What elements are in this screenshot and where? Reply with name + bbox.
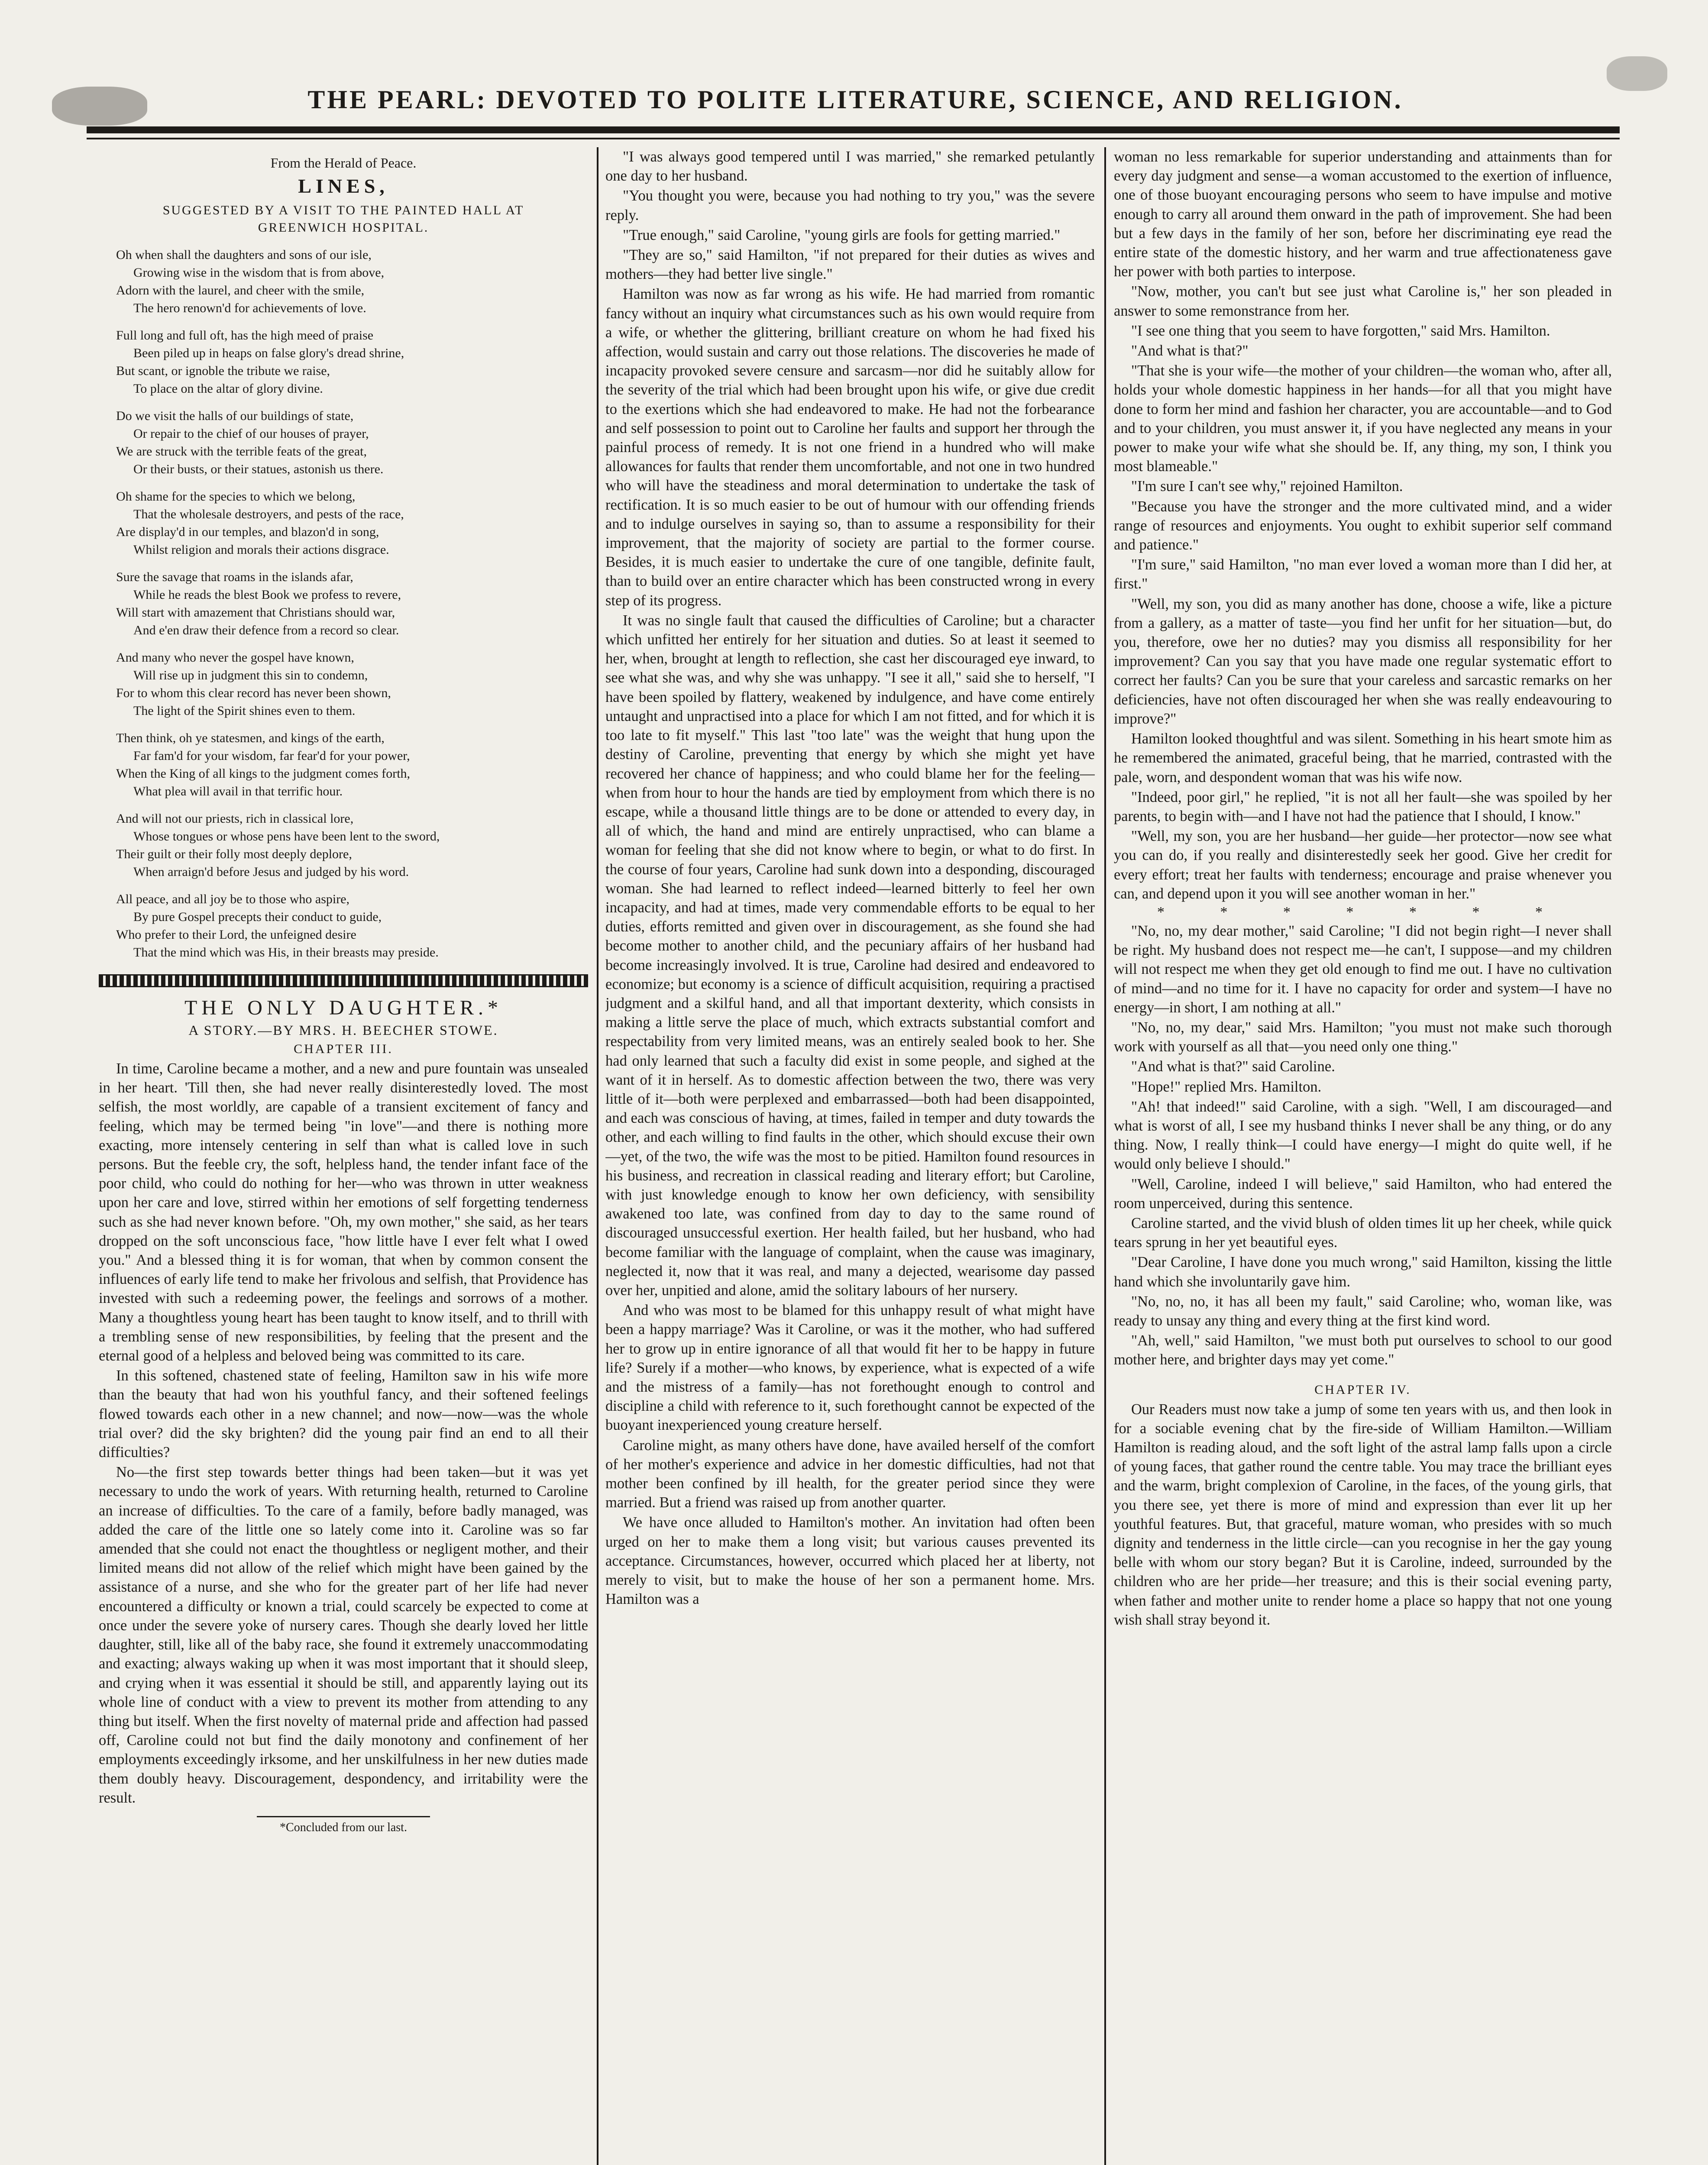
poem-line: And many who never the gospel have known,: [116, 650, 354, 665]
poem-stanza: [116, 568, 588, 639]
column-divider: [1104, 147, 1106, 2165]
ornamental-rule: [99, 974, 588, 987]
paragraph: Caroline might, as many others have done, have availed herself of the comfort of her mother's experience and advice in her domestic difficulties, had not that mother been confined by ill health, for the greater period since they were married. But a friend was raised up from another quarter.: [605, 1437, 1095, 1511]
footnote: *Concluded from our last.: [280, 1820, 407, 1834]
paragraph: "I see one thing that you seem to have forgotten," said Mrs. Hamilton.: [1131, 322, 1550, 339]
poem-line: Growing wise in the wisdom that is from above,: [133, 265, 385, 280]
poem-line: Do we visit the halls of our buildings of state,: [116, 409, 354, 423]
paragraph: "I'm sure I can't see why," rejoined Hamilton.: [1131, 478, 1403, 495]
paragraph: It was no single fault that caused the difficulties of Caroline; but a character which unfitted her entirely for her situation and duties. So at least it seemed to her, when, brought at length to reflection, she cast her discouraged eye inward, to see what she was, and why she was unhappy. "I see it all," said she to herself, "I have been spoiled by flattery, weakened by indulgence, and have come entirely untaught and unpractised into a place for which I am not fitted, and for which it is too late to fit myself." This last "too late" was the weight that hung upon the destiny of Caroline, preventing that energy by which she might yet have recovered her chance of happiness; and who could blame her for the feeling—when from hour to hour the hands are tied by employment from which there is no escape, while a thousand little things are to be done or attended to every day, in all of which, the hand and mind are entirely unpractised, who can blame a woman for feeling that she did not know where to begin, or what to do first. In the course of four years, Caroline had sunk down into a desponding, discouraged woman. She had learned to reflect indeed—learned bitterly to feel her own incapacity, and had at times, made very commendable efforts to be equal to her duties, efforts remitted and given over in discouragement, as she found she had become mother to another child, and the pecuniary affairs of her husband had become increasingly involved. It is true, Caroline had desired and endeavored to economize; but economy is a science of difficult acquisition, requiring a practised judgment and a skilful hand, and all that important dexterity, which consists in making a little serve the place of much, which extracts substantial comfort and respectability from very limited means, was an entirely sealed book to her. She had only learned that such a faculty did exist in some people, and sighed at the want of it in herself. As to domestic affection between the two, there was very little of it—both were perplexed and embarrassed—both had been disappointed, and each was conscious of having, at times, failed in temper and duty towards the other, and each willing to find faults in the other, which should excuse their own—yet, of the two, the wife was the most to be pitied. Hamilton found resources in his business, and recreation in classical reading and literary effort; but Caroline, with just knowledge enough to know her own deficiency, with sensibility awakened too late, was confined from day to day to the same round of discouraged unsuccessful exertion. Her health failed, but her husband, who had become familiar with the language of complaint, when the cause was imaginary, neglected it, now that it was real, and many a dejected, wearisome day passed over her, unpitied and alone, amid the solitary labours of her nursery.: [605, 612, 1095, 1299]
column-3: [1114, 147, 1612, 2165]
poem-line: Far fam'd for your wisdom, far fear'd for your power,: [133, 749, 410, 763]
paragraph: "Well, Caroline, indeed I will believe," said Hamilton, who had entered the room unperceived, during this sentence.: [1114, 1176, 1612, 1212]
poem-line: Will start with amazement that Christians should war,: [116, 605, 395, 620]
poem-line: Whilst religion and morals their actions disgrace.: [133, 543, 389, 557]
poem-stanza: [116, 407, 588, 478]
story-title: THE ONLY DAUGHTER.*: [184, 996, 502, 1019]
poem-line: When arraign'd before Jesus and judged by his word.: [133, 865, 409, 879]
paragraph: "Well, my son, you are her husband—her guide—her protector—now see what you can do, if you really and disinterestedly seek her good. Give her credit for every effort; treat her faults with tenderness; encourage and praise whenever you can, and depend upon it you will see another woman in her.": [1114, 828, 1612, 902]
paragraph: Hamilton was now as far wrong as his wife. He had married from romantic fancy without an inquiry what circumstances such as his own would require from a wife, or whether the glittering, brilliant creature on whom he had fixed his affection, would sustain and carry out those relations. The discoveries he made of incapacity provoked severe censure and sarcasm—nor did he suitably allow for the severity of the trial which had been brought upon his wife, or give due credit to the exertions which she had endeavored to make. He had not the forbearance and self possession to point out to Caroline her faults and support her through the painful process of remedy. It is not one friend in a hundred who will make allowances for faults that render them uncomfortable, and not one in two hundred who will have the steadiness and moral determination to undertake the task of rectification. It is so much easier to be out of humour with our offending friends and to indulge ourselves in saying so, than to assume a responsibility for their improvement, that the majority of society are partial to the former course. Besides, it is much easier to undertake the cure of one tangible, definite fault, than to build over an entire character which has been constructed wrong in every step of its progress.: [605, 286, 1095, 609]
poem-line: Will rise up in judgment this sin to condemn,: [133, 668, 368, 682]
story-text: [1114, 147, 1612, 903]
paragraph: "True enough," said Caroline, "young girls are fools for getting married.": [623, 226, 1061, 243]
story-text: [1114, 1400, 1612, 1629]
poem-line: Their guilt or their folly most deeply deplore,: [116, 847, 352, 861]
paragraph: And who was most to be blamed for this unhappy result of what might have been a happy marriage? Was it Caroline, or was it the mother, who had suffered her to grow up in entire ignorance of all that would fit her to be happy in future life? Surely if a mother—who knows, by experience, what is expected of a wife and the mistress of a family—has not forethought enough to control and discipline a child with reference to it, such forethought cannot be expected of the buoyant inexperienced young creature herself.: [605, 1302, 1095, 1434]
masthead-rule-thin: [87, 138, 1620, 139]
poem-line: And e'en draw their defence from a record so clear.: [133, 623, 399, 637]
poem-line: Then think, oh ye statesmen, and kings of the earth,: [116, 731, 385, 745]
paragraph: "Dear Caroline, I have done you much wrong," said Hamilton, kissing the little hand which she involuntarily gave him.: [1114, 1254, 1612, 1290]
paragraph: "They are so," said Hamilton, "if not prepared for their duties as wives and mothers—they had better live single.": [605, 247, 1095, 283]
paragraph: "You thought you were, because you had nothing to try you," was the severe reply.: [605, 187, 1095, 223]
poem-line: And will not our priests, rich in classical lore,: [116, 811, 354, 826]
paragraph: "Now, mother, you can't but see just what Caroline is," her son pleaded in answer to some remonstrance from her.: [1114, 283, 1612, 319]
paragraph: In time, Caroline became a mother, and a new and pure fountain was unsealed in her heart. 'Till then, she had never really disinterestedly loved. The most selfish, the most worldly, are capable of a transient excitement of fancy and feeling, which may be termed being "in love"—and there is nothing more exacting, more intensely centering in self than what is called love in such persons. But the feeble cry, the soft, helpless hand, the tender infant face of the poor child, who could do nothing for her—who was thrown in utter weakness upon her care and love, stirred within her emotions of self forgetting tenderness such as she had never known before. "Oh, my own mother," she said, as her tears dropped on the soft unconscious face, "how little have I ever felt what I owed you." And a blessed thing it is for woman, that when by common consent the influences of early life tend to make her frivolous and selfish, that Providence has invested with such a redeeming power, the feelings and sorrows of a mother. Many a thoughtless young heart has been taught to know itself, and to thrill with a trembling sense of new responsibilities, by feeling that the present and the eternal good of a helpless and beloved being was committed to its care.: [99, 1060, 588, 1364]
poem-line: What plea will avail in that terrific hour.: [133, 784, 343, 798]
poem-title: LINES,: [298, 175, 389, 197]
chapter-heading: CHAPTER III.: [294, 1042, 393, 1056]
poem-subtitle: SUGGESTED BY A VISIT TO THE PAINTED HALL AT GREENWICH HOSPITAL.: [162, 203, 524, 235]
poem-line: Who prefer to their Lord, the unfeigned desire: [116, 927, 356, 942]
paragraph: "No, no, my dear mother," said Caroline; "I did not begin right—I never shall be right. My husband does not respect me—he can't, I suppose—and my children will not respect me when they get old enough to find me out. I have no cultivation of mind—and no time for it. I have no capacity for order and system—I have no energy—in short, I am nothing at all.": [1114, 922, 1612, 1016]
paragraph: "And what is that?": [1131, 343, 1249, 359]
poem-line: By pure Gospel precepts their conduct to guide,: [133, 910, 382, 924]
poem-line: To place on the altar of glory divine.: [133, 381, 323, 396]
poem-source: From the Herald of Peace.: [270, 155, 417, 171]
poem-line: Full long and full oft, has the high meed of praise: [116, 328, 374, 343]
paragraph: "Because you have the stronger and the more cultivated mind, and a wider range of resources and enjoyments. You ought to exhibit superior self command and patience.": [1114, 498, 1612, 553]
story-byline: A STORY.—BY MRS. H. BEECHER STOWE.: [188, 1022, 498, 1038]
paragraph: No—the first step towards better things had been taken—but it was yet necessary to undo the work of years. With returning health, returned to Caroline an increase of difficulties. To the care of a family, before badly managed, was added the care of the little one so lately come into it. Caroline was so far amended that she could not enact the thoughtless or negligent mother, and their limited means did not allow of the relief which might have been gained by the assistance of a nurse, and she who for the greater part of her life had never encountered a difficulty or known a trial, could scarcely be expected to come at once under the severe yoke of nursery cares. Though she dearly loved her little daughter, still, like all of the baby race, she found it extremely unaccommodating and exacting; always waking up when it was most important that it should sleep, and crying when it was essential it should be still, and apparently laying out its whole line of conduct with a view to prevent its mother from attending to any thing but itself. When the first novelty of maternal pride and affection had passed off, Caroline could not but find the daily monotony and confinement of her employments exceedingly irksome, and her unskilfulness in her new duties made them doubly heavy. Discouragement, despondency, and irritability were the result.: [99, 1464, 588, 1806]
paragraph: "Indeed, poor girl," he replied, "it is not all her fault—she was spoiled by her parents, to begin with—and I have not had the patience that I should, I know.": [1114, 788, 1612, 824]
paragraph: "And what is that?" said Caroline.: [1131, 1058, 1335, 1075]
poem-line: But scant, or ignoble the tribute we raise,: [116, 364, 330, 378]
paragraph: Caroline started, and the vivid blush of olden times lit up her cheek, while quick tears sprung in her yet beautiful eyes.: [1114, 1215, 1612, 1251]
poem-line: The light of the Spirit shines even to them.: [133, 704, 356, 718]
paragraph: woman no less remarkable for superior understanding and attainments than for every day judgment and sense—a woman accustomed to the exertion of influence, one of those buoyant encouraging persons who seem to have impulse and motive enough to carry all around them onward in the path of improvement. She had been but a few days in the family of her son, before her discriminating eye read the entire state of the domestic history, and her warm and true affectionateness gave her power with both parties to interpose.: [1114, 149, 1612, 280]
paragraph: "I'm sure," said Hamilton, "no man ever loved a woman more than I did her, at first.": [1114, 556, 1612, 592]
masthead-rule: [87, 126, 1620, 133]
story-text: [99, 1059, 588, 1807]
poem-line: Been piled up in heaps on false glory's dread shrine,: [133, 346, 404, 360]
paragraph: Our Readers must now take a jump of some ten years with us, and then look in for a sociable evening chat by the fire-side of William Hamilton.—William Hamilton is reading aloud, and the soft light of the astral lamp falls upon a circle of young faces, that gather round the centre table. You may trace the brilliant eyes and the warm, bright complexion of Caroline, in the faces, of the young girls, that you there see, yet there is more of mind and expression than ever lit up her youthful features. But, that graceful, mature woman, who presides with so much dignity and tenderness in the little circle—can you recognise in her the gay young belle with whom our story began? But it is Caroline, indeed, surrounded by the children who are her pride—her treasure; and this is their social evening party, when father and mother unite to render home a place so happy that not one young wish shall stray beyond it.: [1114, 1401, 1612, 1628]
poem-line: We are struck with the terrible feats of the great,: [116, 444, 367, 459]
poem-line: For to whom this clear record has never been shown,: [116, 686, 391, 700]
poem-line: Oh shame for the species to which we belong,: [116, 489, 356, 504]
poem-stanza: [116, 729, 588, 800]
paragraph: Hamilton looked thoughtful and was silent. Something in his heart smote him as he remembered the animated, graceful being, that he married, contrasted with the pale, worn, and despondent woman that was his wife now.: [1114, 730, 1612, 785]
poem-line: Oh when shall the daughters and sons of our isle,: [116, 248, 372, 262]
poem-stanza: [116, 326, 588, 397]
footnote-rule: [257, 1816, 430, 1817]
paragraph: "No, no, no, it has all been my fault," said Caroline; who, woman like, was ready to unsay any thing and every thing at the first kind word.: [1114, 1293, 1612, 1329]
column-2: [605, 147, 1095, 2165]
poem-line: Sure the savage that roams in the islands afar,: [116, 570, 353, 584]
poem-line: While he reads the blest Book we profess to revere,: [133, 588, 401, 602]
poem-stanza: [116, 890, 588, 961]
story-text: [1114, 921, 1612, 1370]
story-text: [605, 147, 1095, 1609]
paragraph: In this softened, chastened state of feeling, Hamilton saw in his wife more than the beauty that had won his youthful fancy, and their softened feelings flowed towards each other in a new channel; and now—now—was the whole trial over? did the sky brighten? did the young pair find an end to all their difficulties?: [99, 1367, 588, 1461]
column-divider: [597, 147, 598, 2165]
poem-stanza: [116, 649, 588, 720]
paragraph: "That she is your wife—the mother of your children—the woman who, after all, holds your whole domestic happiness in her hands—for all that you might have done to form her mind and fashion her character, you are accountable—and to God and to your children, you must answer it, if you have neglected any means in your power to make your wife what she should be. If, any thing, my son, I think you most blameable.": [1114, 362, 1612, 475]
poem-line: That the wholesale destroyers, and pests of the race,: [133, 507, 404, 521]
paragraph: "Hope!" replied Mrs. Hamilton.: [1131, 1078, 1322, 1095]
column-1: [99, 147, 588, 2165]
poem-stanza: [116, 810, 588, 881]
poem-body: [99, 246, 588, 961]
poem-line: All peace, and all joy be to those who aspire,: [116, 892, 350, 906]
poem-line: Adorn with the laurel, and cheer with the smile,: [116, 283, 365, 297]
poem-line: Or their busts, or their statues, astonish us there.: [133, 462, 384, 476]
poem-stanza: [116, 488, 588, 559]
poem-line: That the mind which was His, in their breasts may preside.: [133, 945, 439, 960]
poem-line: Or repair to the chief of our houses of prayer,: [133, 427, 369, 441]
masthead-title: THE PEARL: DEVOTED TO POLITE LITERATURE, SCIENCE, AND RELIGION.: [307, 85, 1403, 114]
paragraph: We have once alluded to Hamilton's mother. An invitation had often been urged on her to make them a long visit; but various causes prevented its acceptance. Circumstances, however, occurred which placed her at liberty, not merely to visit, but to make the house of her son a permanent home. Mrs. Hamilton was a: [605, 1514, 1095, 1608]
paragraph: "Ah! that indeed!" said Caroline, with a sigh. "Well, I am discouraged—and what is worst of all, I see my husband thinks I never shall be any thing, or do any thing. Now, I really think—I could have energy—I might do quite well, if he would only believe I should.": [1114, 1098, 1612, 1173]
paragraph: "Well, my son, you did as many another has done, choose a wife, like a picture from a gallery, as a matter of taste—you find her unfit for her situation—but, do you, therefore, owe her no duties? may you dismiss all responsibility for her improvement? Can you say that you have made one regular systematic effort to correct her faults? Can you be sure that your careless and sarcastic remarks on her deficiencies, have not often discouraged her when she was really endeavouring to improve?": [1114, 595, 1612, 727]
chapter-heading: CHAPTER IV.: [1314, 1382, 1411, 1397]
paragraph: "I was always good tempered until I was married," she remarked petulantly one day to her husband.: [605, 149, 1095, 184]
paragraph: "Ah, well," said Hamilton, "we must both put ourselves to school to our good mother here, and brighter days may yet come.": [1114, 1332, 1612, 1368]
poem-line: The hero renown'd for achievements of love.: [133, 301, 366, 315]
section-break-stars: * * * * * * *: [1157, 904, 1569, 920]
poem-line: Are display'd in our temples, and blazon'd in song,: [116, 525, 379, 539]
poem-line: Whose tongues or whose pens have been lent to the sword,: [133, 829, 440, 843]
poem-stanza: [116, 246, 588, 317]
poem-line: When the King of all kings to the judgment comes forth,: [116, 766, 411, 781]
paragraph: "No, no, my dear," said Mrs. Hamilton; "you must not make such thorough work with yourself as all that—you need only one thing.": [1114, 1019, 1612, 1055]
